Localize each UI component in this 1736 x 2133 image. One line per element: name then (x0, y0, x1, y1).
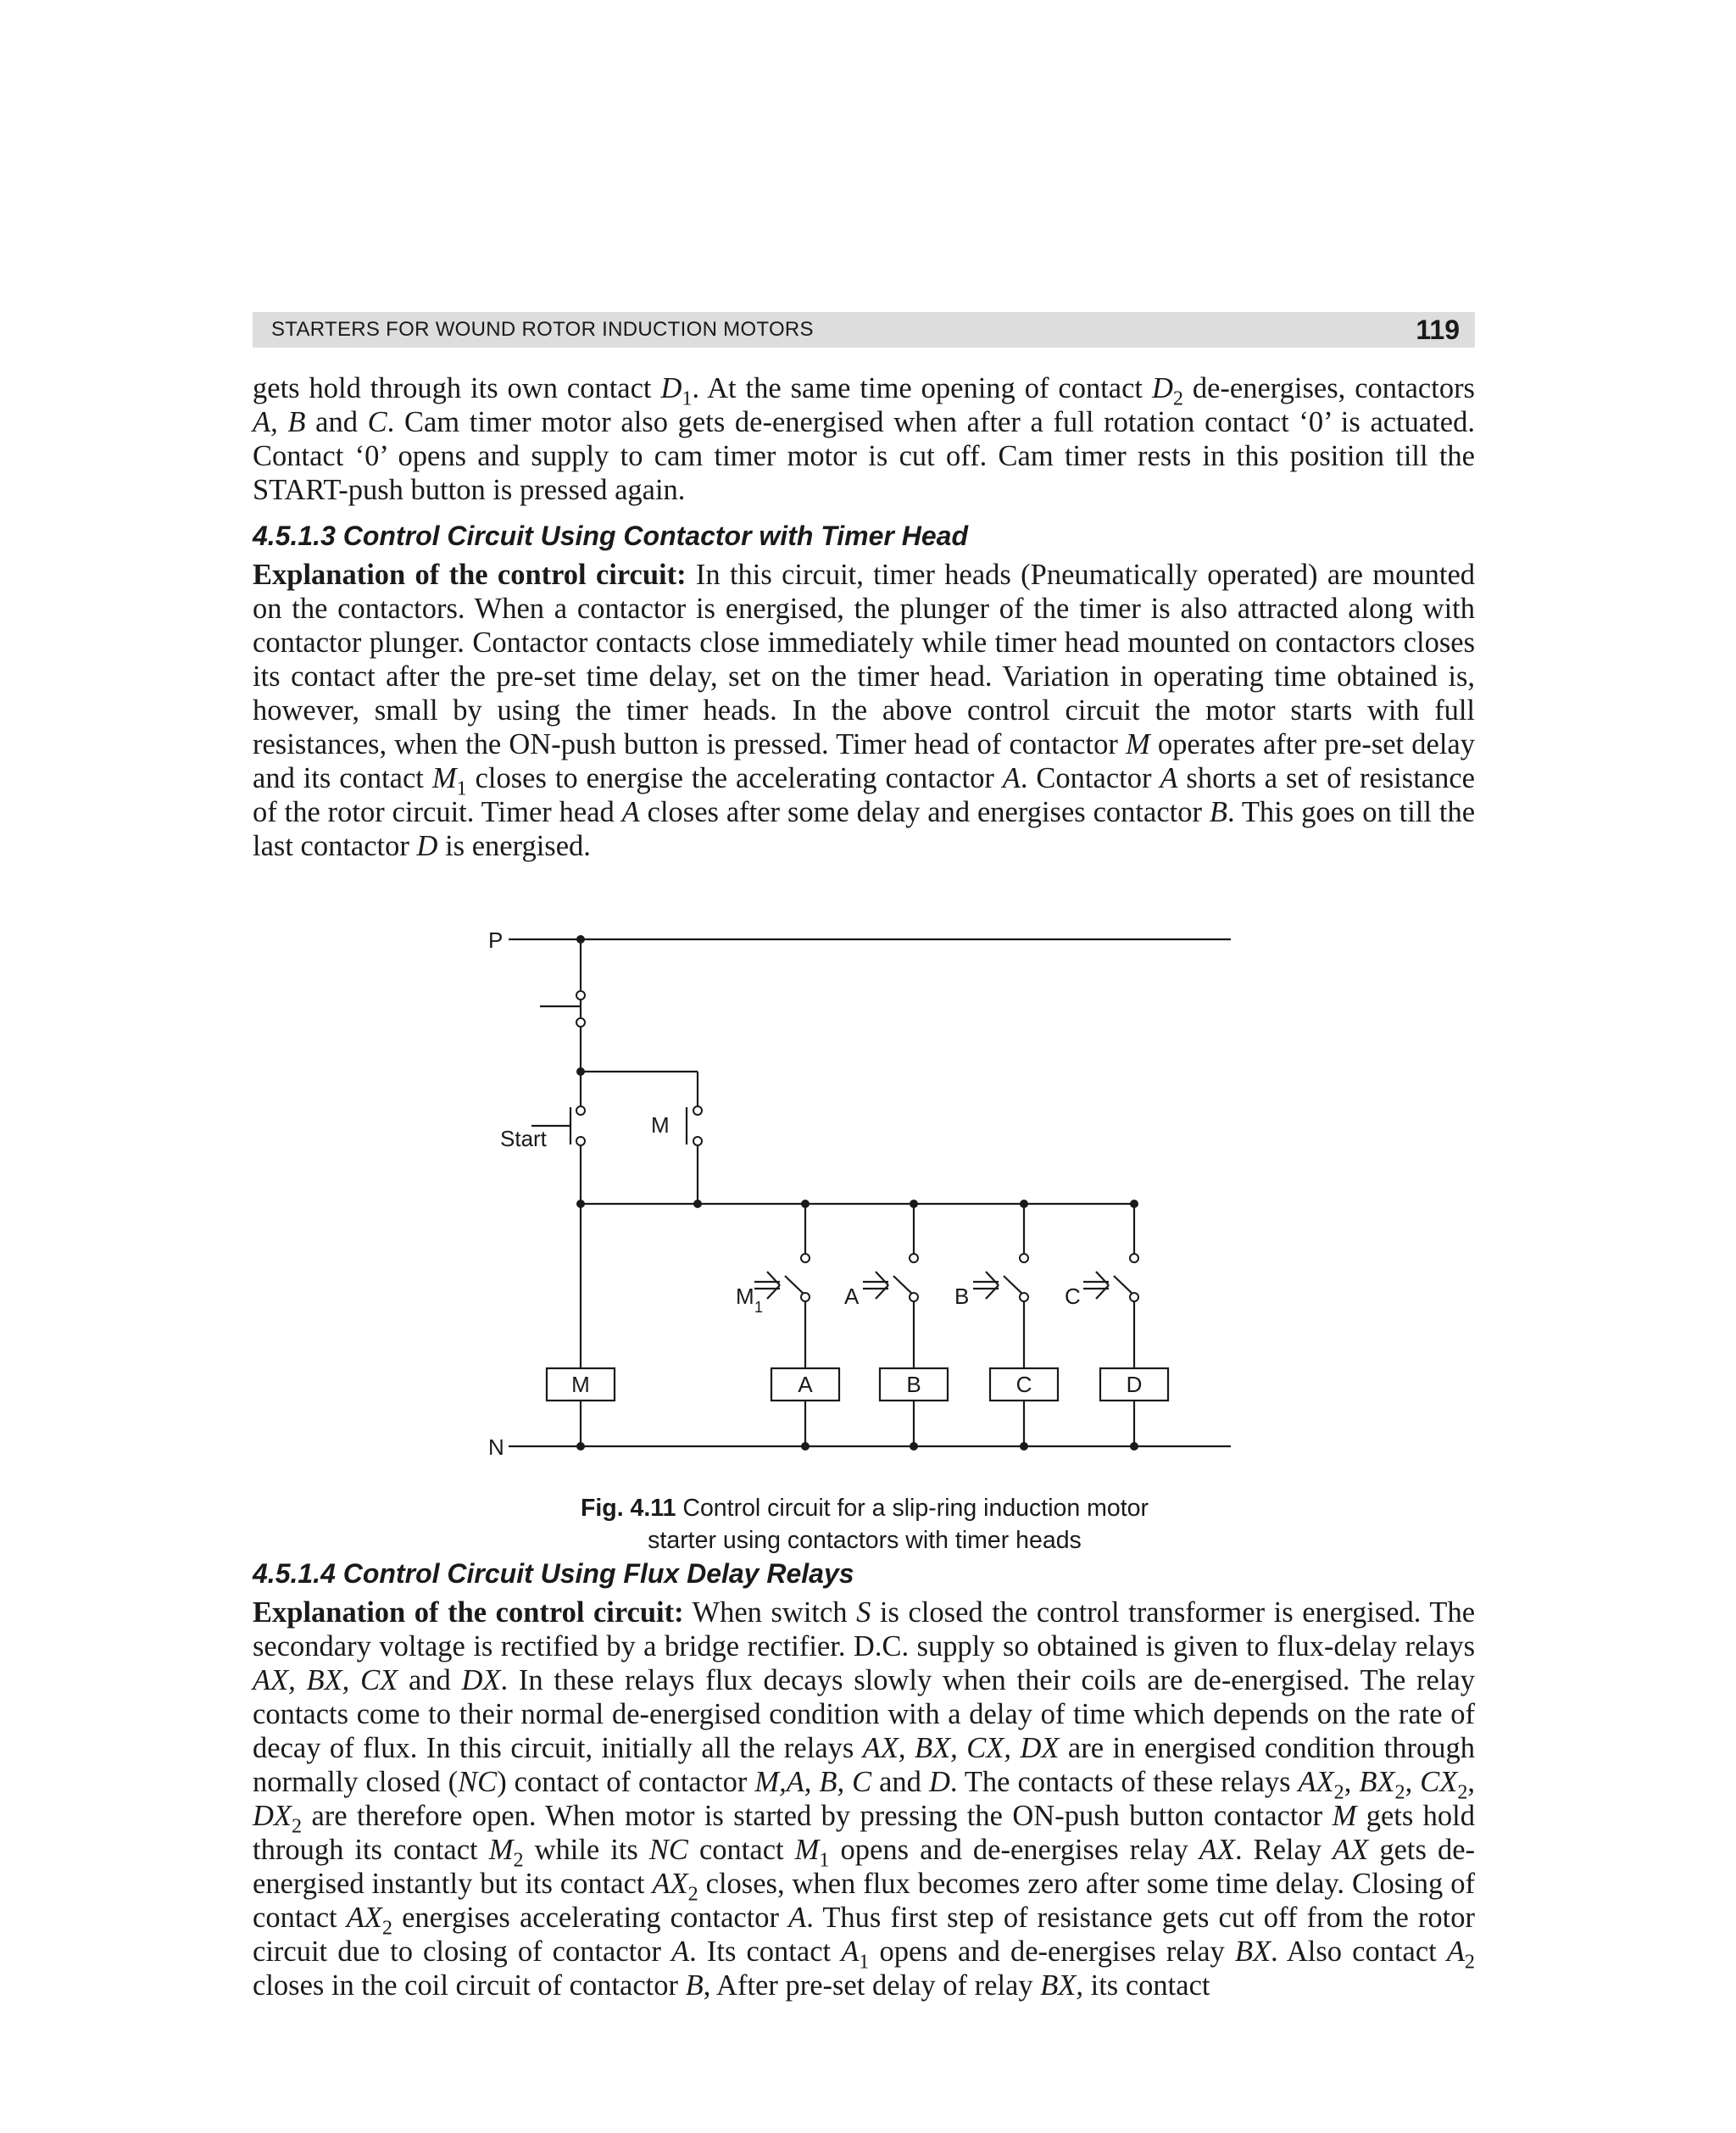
label-start: Start (500, 1126, 547, 1151)
contact-terminal (910, 1254, 918, 1262)
timer-contact-label: M (736, 1284, 754, 1309)
junction-dot (576, 935, 585, 944)
caption-line-1: Control circuit for a slip-ring induction motor (682, 1495, 1149, 1522)
contact-terminal (576, 1137, 585, 1145)
label-hold-contact: M (651, 1112, 670, 1138)
time-delay-symbol (986, 1272, 999, 1285)
timer-contact-blade (893, 1276, 914, 1295)
time-delay-symbol (876, 1272, 888, 1285)
timer-contact-blade (1004, 1276, 1024, 1295)
coil-label-c: C (1015, 1372, 1032, 1397)
timer-contact-blade (785, 1276, 805, 1295)
contact-terminal (693, 1137, 702, 1145)
section-4-5-1-4-paragraph (253, 1596, 1475, 2002)
time-delay-symbol (1096, 1285, 1109, 1299)
coil-label-d: D (1126, 1372, 1143, 1397)
time-delay-symbol (767, 1285, 780, 1299)
contact-terminal (576, 1106, 585, 1115)
section-heading-4-5-1-4: 4.5.1.4 Control Circuit Using Flux Delay Relays (253, 1558, 854, 1589)
paragraph-continuation: gets hold through its own contact $D_1$. At the same time opening of contact $D_2$ de-energises, contactors A, B and C. Cam timer motor also gets de-energised when after a full rotation contact ‘0’ is actuated. Contact ‘0’ opens and supply to cam timer motor is cut off. Cam timer rests in this position till the START-push button is pressed again. (253, 372, 1475, 506)
contact-terminal (1020, 1293, 1028, 1301)
time-delay-symbol (1096, 1272, 1109, 1285)
paragraph-lead: Explanation of the control circuit: (253, 1596, 684, 1629)
timer-contact-blade (1114, 1276, 1134, 1295)
figure-caption (509, 1492, 1221, 1557)
contact-terminal (1130, 1293, 1138, 1301)
contact-terminal (693, 1106, 702, 1115)
label-n: N (488, 1434, 504, 1460)
time-delay-symbol (986, 1285, 999, 1299)
timer-contact-label: A (844, 1284, 860, 1309)
junction-dot (576, 1442, 585, 1451)
timer-contact-label: C (1065, 1284, 1081, 1309)
coil-label-m: M (571, 1372, 590, 1397)
contact-terminal (910, 1293, 918, 1301)
chapter-title: STARTERS FOR WOUND ROTOR INDUCTION MOTORS (271, 318, 814, 341)
coil-label-b: B (906, 1372, 921, 1397)
paragraph-lead: Explanation of the control circuit: (253, 559, 687, 591)
time-delay-symbol (767, 1272, 780, 1285)
time-delay-symbol (876, 1285, 888, 1299)
section-heading-4-5-1-3: 4.5.1.3 Control Circuit Using Contactor with Timer Head (253, 521, 968, 551)
timer-contact-subscript: 1 (754, 1299, 764, 1316)
contact-terminal (801, 1293, 810, 1301)
label-p: P (488, 927, 504, 953)
figure-number: Fig. 4.11 (580, 1495, 676, 1522)
page-number: 119 (1416, 314, 1460, 345)
contact-terminal (1130, 1254, 1138, 1262)
coil-label-a: A (798, 1372, 813, 1397)
paragraph-body: In this circuit, timer heads (Pneumatically operated) are mounted on the contactors. When a contactor is energised, the plunger of the timer is also attracted along with contactor plunger. Contactor contacts close immediately while timer head mounted on contactors closes its contact after the pre-set time delay, set on the timer head. Variation in operating time obtained is, however, small by using the timer heads. In the above control circuit the motor starts with full resistances, when the ON-push button is pressed. Timer head of contactor M operates after pre-set delay and its contact $M_1$ closes to energise the accelerating contactor A. Contactor A shorts a set of resistance of the rotor circuit. Timer head A closes after some delay and energises contactor B. This goes on till the last contactor D is energised. (253, 559, 1476, 862)
contact-terminal (576, 991, 585, 1000)
caption-line-2: starter using contactors with timer heads (648, 1527, 1082, 1554)
contact-terminal (1020, 1254, 1028, 1262)
paragraph-body: When switch S is closed the control transformer is energised. The secondary voltage is rectified by a bridge rectifier. D.C. supply so obtained is given to flux-delay relays AX, BX, CX and DX. In these relays flux decays slowly when their coils are de-energised. The relay contacts come to their normal de-energised condition with a delay of time which depends on the rate of decay of flux. In this circuit, initially all the relays AX, BX, CX, DX are in energised condition through normally closed (NC) contact of contactor M,A, B, C and D. The contacts of these relays $AX_2$, $BX_2$, $CX_2$, $DX_2$ are therefore open. When motor is started by pressing the ON-push button contactor M gets hold through its contact $M_2$ while its NC contact $M_1$ opens and de-energises relay AX. Relay AX gets de-energised instantly but its contact $AX_2$ closes, when flux becomes zero after some time delay. Closing of contact $AX_2$ energises accelerating contactor A. Thus first step of resistance gets cut off from the rotor circuit due to closing of contactor A. Its contact $A_1$ opens and de-energises relay BX. Also contact $A_2$ closes in the coil circuit of contactor B, After pre-set delay of relay BX, its contact (253, 1596, 1476, 2002)
junction-dot (693, 1200, 702, 1208)
junction-dot (576, 1067, 585, 1076)
contact-terminal (576, 1018, 585, 1027)
junction-dot (576, 1200, 585, 1208)
timer-contact-label: B (954, 1284, 970, 1309)
contact-terminal (801, 1254, 810, 1262)
